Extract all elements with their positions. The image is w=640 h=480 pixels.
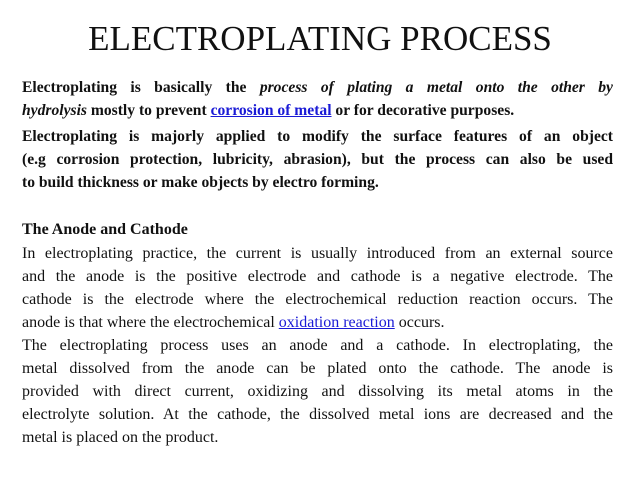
text-line: and the anode is the positive electrode and cathode is a negative electrode. The — [22, 268, 613, 285]
text-line: Electroplating is majorly applied to modify the surface features of an object — [22, 128, 613, 145]
text-segment: anode is that where the electrochemical — [22, 314, 279, 331]
intro-paragraph — [22, 76, 613, 122]
text-segment: mostly to prevent — [86, 102, 211, 119]
section-heading: The Anode and Cathode — [22, 221, 188, 238]
page-title: ELECTROPLATING PROCESS — [88, 19, 552, 58]
text-line: to build thickness or make objects by electro forming. — [22, 174, 379, 191]
process-paragraph — [22, 334, 613, 449]
text-line: In electroplating practice, the current is usually introduced from an external source — [22, 245, 613, 262]
text-line — [22, 99, 613, 122]
text-line: metal dissolved from the anode can be plated onto the cathode. The anode is — [22, 360, 613, 377]
corrosion-of-metal-link[interactable]: corrosion of metal — [210, 102, 332, 119]
text-segment: or for decorative purposes. — [331, 102, 515, 119]
text-segment: occurs. — [394, 314, 445, 331]
text-line: provided with direct current, oxidizing and dissolving its metal atoms in the — [22, 383, 613, 400]
oxidation-reaction-link[interactable]: oxidation reaction — [278, 314, 395, 331]
anode-cathode-paragraph — [22, 242, 613, 334]
italic-text: process of plating a metal onto the other by — [259, 79, 613, 96]
text-line: metal is placed on the product. — [22, 429, 219, 446]
text-segment: Electroplating is basically the — [22, 79, 260, 96]
text-line: The electroplating process uses an anode and a cathode. In electroplating, the — [22, 337, 613, 354]
text-line: electrolyte solution. At the cathode, the dissolved metal ions are decreased and the — [22, 406, 613, 423]
text-line — [22, 311, 613, 334]
text-line: cathode is the electrode where the electrochemical reduction reaction occurs. The — [22, 291, 613, 308]
text-line — [22, 76, 613, 99]
text-line: (e.g corrosion protection, lubricity, abrasion), but the process can also be used — [22, 151, 613, 168]
italic-text: hydrolysis — [22, 102, 87, 119]
applications-paragraph — [22, 125, 613, 194]
